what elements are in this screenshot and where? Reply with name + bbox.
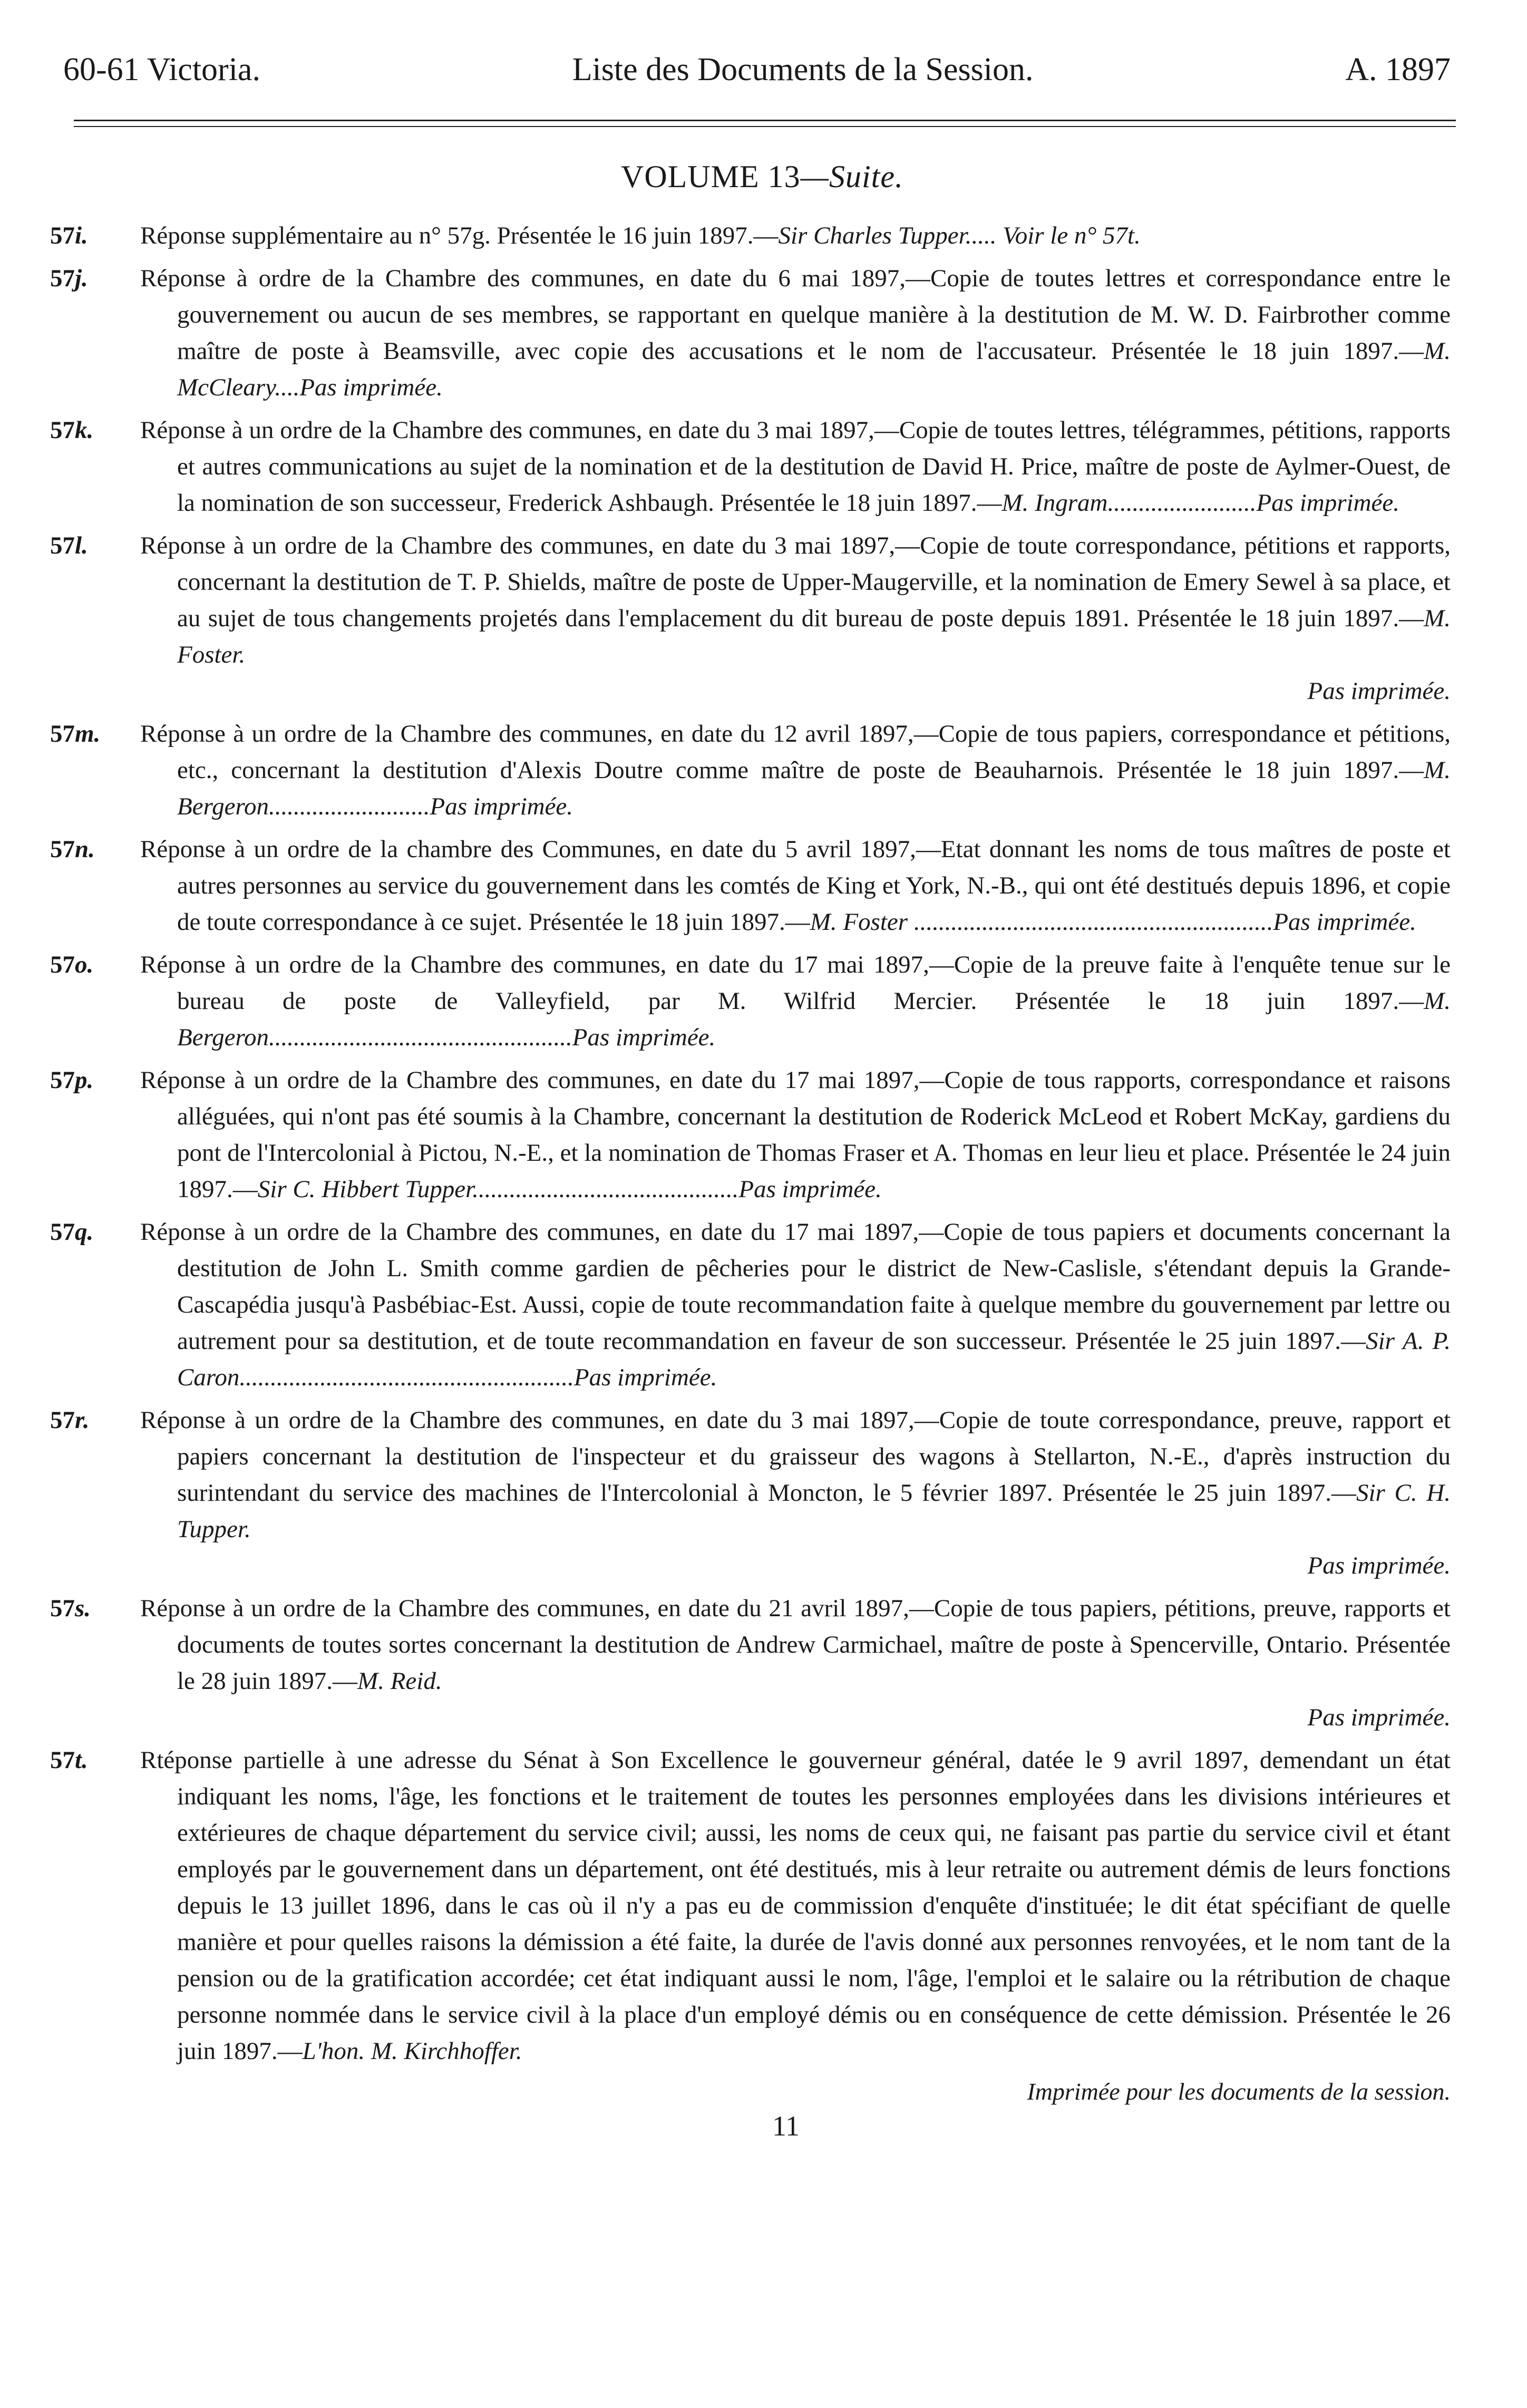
page-number: 11 <box>772 2110 800 2142</box>
entry-number-digits: 57 <box>50 1746 75 1774</box>
entry-text: Rtéponse partielle à une adresse du Sénat à Son Excellence le gouverneur général, datée le 9 avril 1897, demendant un état indiquant les noms, l'âge, les fonctions et le traitement de toutes les personnes employées dans les divisions intérieures et extérieures de chaque département du service civil; aussi, les noms de ceux qui, ne faisant pas partie du service civil et étant employés par le gouvernement dans un département, ont été destitués, mis à leur retraite ou autrement démis de leurs fonctions depuis le 13 juillet 1896, dans le cas où il n'y a pas eu de commission d'enquête d'instituée; le dit état spécifiant de quelle manière et pour quelles raisons la démission a été faite, la durée de l'avis donné aux personnes renvoyées, et le nom tant de la pension ou de la gratification accordée; cet état indiquant aussi le nom, l'âge, l'emploi et le salaire ou la rétribution de chaque personne nommée dans le service civil à la place d'un employé démis ou en conséquence de cette démission. Présentée le 26 juin 1897.— <box>140 1746 1451 2065</box>
volume-title <box>74 158 1451 196</box>
entry-signature: M. Foster. <box>177 605 1451 669</box>
entry-number <box>50 947 93 983</box>
entry-number-digits: 57 <box>50 836 75 863</box>
entry-number <box>50 1214 93 1250</box>
entry-text: Réponse à ordre de la Chambre des communes, en date du 6 mai 1897,—Copie de toutes lettres et correspondance entre le gouvernement ou aucun de ses membres, se rapportant en quelque manière à la destitution de M. W. D. Fairbrother comme maître de poste à Beamsville, avec copie des accusations et le nom de l'accusateur. Présentée le 18 juin 1897.— <box>140 265 1451 365</box>
entry-text: Réponse à un ordre de la Chambre des communes, en date du 3 mai 1897,—Copie de toute correspondance, preuve, rapport et papiers concernant la destitution de l'inspecteur et du graisseur des wagons à Stellarton, N.-E., d'après instruction du surintendant du service des machines de l'Intercolonial à Moncton, le 5 février 1897. Présentée le 25 juin 1897.— <box>140 1406 1451 1507</box>
list-item <box>50 218 1451 254</box>
entry-number <box>50 412 93 449</box>
entry-signature: M. Bergeron.................................................Pas imprimée. <box>177 987 1451 1052</box>
entry-signature: Sir C. H. Tupper. <box>177 1479 1451 1543</box>
header-right: A. 1897 <box>1345 52 1451 88</box>
header-rule-secondary <box>74 126 1456 127</box>
footer-note: Imprimée pour les documents de la session. <box>1027 2078 1451 2105</box>
entry-text: Réponse supplémentaire au n° 57g. Présentée le 16 juin 1897.— <box>140 222 779 250</box>
entry-signature: M. McCleary....Pas imprimée. <box>177 337 1451 402</box>
entry-text: Réponse à un ordre de la chambre des Communes, en date du 5 avril 1897,—Etat donnant les noms de tous maîtres de poste et autres personnes au service du gouvernement dans les comtés de King et York, N.-B., qui ont été destitués depuis 1896, et copie de toute correspondance à ce sujet. Présentée le 18 juin 1897.— <box>140 836 1451 936</box>
entry-number <box>50 528 88 564</box>
entry-number-digits: 57 <box>50 1406 75 1434</box>
entry-signature: L'hon. M. Kirchhoffer. <box>302 2037 522 2065</box>
entry-number-letter: r. <box>75 1406 90 1434</box>
entry-number-letter: p. <box>75 1066 94 1094</box>
entry-number <box>50 831 95 868</box>
list-item <box>50 412 1451 521</box>
entry-signature: M. Reid. <box>357 1667 442 1695</box>
entry-status: Pas imprimée. <box>1307 1704 1451 1732</box>
list-item <box>50 831 1451 940</box>
header-center: Liste des Documents de la Session. <box>572 52 1034 88</box>
entry-number-digits: 57 <box>50 265 75 293</box>
entry-number-letter: j. <box>75 265 88 293</box>
entry-list <box>50 218 1451 2070</box>
entry-number <box>50 1742 88 1779</box>
entry-signature: Sir C. Hibbert Tupper...........................................Pas imprimée. <box>257 1176 882 1203</box>
entry-text: Réponse à un ordre de la Chambre des communes, en date du 17 mai 1897,—Copie de la preuve faite à l'enquête tenue sur le bureau de poste de Valleyfield, par M. Wilfrid Mercier. Présentée le 18 juin 1897.— <box>140 951 1451 1015</box>
entry-number-letter: q. <box>75 1218 94 1246</box>
entry-text: Réponse à un ordre de la Chambre des communes, en date du 3 mai 1897,—Copie de toute correspondance, pétitions et rapports, concernant la destitution de T. P. Shields, maître de poste de Upper-Maugerville, et la nomination de Emery Sewel à sa place, et au sujet de tous changements projetés dans l'emplacement du dit bureau de poste depuis 1891. Présentée le 18 juin 1897.— <box>140 532 1451 633</box>
entry-number <box>50 1062 93 1099</box>
entry-number <box>50 1402 89 1439</box>
header-left: 60-61 Victoria. <box>63 52 260 88</box>
entry-text: Réponse à un ordre de la Chambre des communes, en date du 17 mai 1897,—Copie de tous papiers et documents concernant la destitution de John L. Smith comme gardien de pêcheries pour le district de New-Caslisle, s'étendant depuis la Grande-Cascapédia jusqu'à Pasbébiac-Est. Aussi, copie de toute recommandation faite à quelque membre du gouvernement par lettre ou autrement pour sa destitution, et de toute recommandation en faveur de son successeur. Présentée le 25 juin 1897.— <box>140 1218 1451 1355</box>
list-item <box>50 716 1451 825</box>
entry-number-letter: k. <box>75 416 94 444</box>
list-item <box>50 1062 1451 1208</box>
entry-number <box>50 1590 91 1627</box>
entry-number-digits: 57 <box>50 1066 75 1094</box>
entry-number-digits: 57 <box>50 951 75 979</box>
volume-title-suffix: —Suite. <box>800 159 903 195</box>
entry-number-digits: 57 <box>50 532 75 560</box>
entry-signature: Sir A. P. Caron......................................................Pas imprimée. <box>177 1327 1451 1392</box>
running-header <box>63 50 1451 89</box>
entry-number-letter: t. <box>75 1746 88 1774</box>
entry-text: Réponse à un ordre de la Chambre des communes, en date du 21 avril 1897,—Copie de tous papiers, pétitions, preuve, rapports et documents de toutes sortes concernant la destitution de Andrew Carmichael, maître de poste à Spencerville, Ontario. Présentée le 28 juin 1897.— <box>140 1595 1451 1695</box>
header-rule <box>74 120 1456 121</box>
entry-number <box>50 260 88 297</box>
entry-signature: M. Ingram........................Pas imprimée. <box>1001 489 1400 517</box>
volume-title-text: VOLUME 13 <box>621 159 801 195</box>
entry-text: Réponse à un ordre de la Chambre des communes, en date du 17 mai 1897,—Copie de tous rapports, correspondance et raisons alléguées, qui n'ont pas été soumis à la Chambre, concernant la destitution de Roderick McLeod et Robert McKay, gardiens du pont de l'Intercolonial à Pictou, N.-E., et la nomination de Thomas Fraser et A. Thomas en leur lieu et place. Présentée le 24 juin 1897.— <box>140 1066 1451 1203</box>
entry-number-digits: 57 <box>50 720 75 748</box>
list-item <box>50 260 1451 406</box>
list-item <box>50 1214 1451 1396</box>
entry-status: Pas imprimée. <box>1307 677 1451 705</box>
entry-number <box>50 716 100 752</box>
entry-text: Réponse à un ordre de la Chambre des communes, en date du 12 avril 1897,—Copie de tous papiers, correspondance et pétitions, etc., concernant la destitution d'Alexis Doutre comme maître de poste de Beauharnois. Présentée le 18 juin 1897.— <box>140 720 1451 784</box>
entry-number-digits: 57 <box>50 1218 75 1246</box>
entry-signature: M. Foster ..........................................................Pas imprimée. <box>810 908 1416 936</box>
list-item <box>50 528 1451 710</box>
entry-signature: M. Bergeron..........................Pas imprimée. <box>177 756 1451 821</box>
entry-number-letter: o. <box>75 951 94 979</box>
entry-number-letter: n. <box>75 836 95 863</box>
entry-number-digits: 57 <box>50 222 75 250</box>
list-item <box>50 1742 1451 2070</box>
entry-number-digits: 57 <box>50 416 75 444</box>
entry-number-digits: 57 <box>50 1595 75 1623</box>
list-item <box>50 1402 1451 1584</box>
entry-number <box>50 218 88 254</box>
entry-signature: Sir Charles Tupper..... Voir le n° 57t. <box>778 222 1141 250</box>
list-item <box>50 947 1451 1056</box>
entry-number-letter: s. <box>75 1595 91 1623</box>
list-item <box>50 1590 1451 1736</box>
entry-text: Réponse à un ordre de la Chambre des communes, en date du 3 mai 1897,—Copie de toutes lettres, télégrammes, pétitions, rapports et autres communications au sujet de la nomination et de la destitution de David H. Price, maître de poste de Aylmer-Ouest, de la nomination de son successeur, Frederick Ashbaugh. Présentée le 18 juin 1897.— <box>140 416 1451 517</box>
entry-status: Pas imprimée. <box>1307 1552 1451 1580</box>
entry-number-letter: m. <box>75 720 101 748</box>
entry-number-letter: l. <box>75 532 88 560</box>
entry-number-letter: i. <box>75 222 88 250</box>
